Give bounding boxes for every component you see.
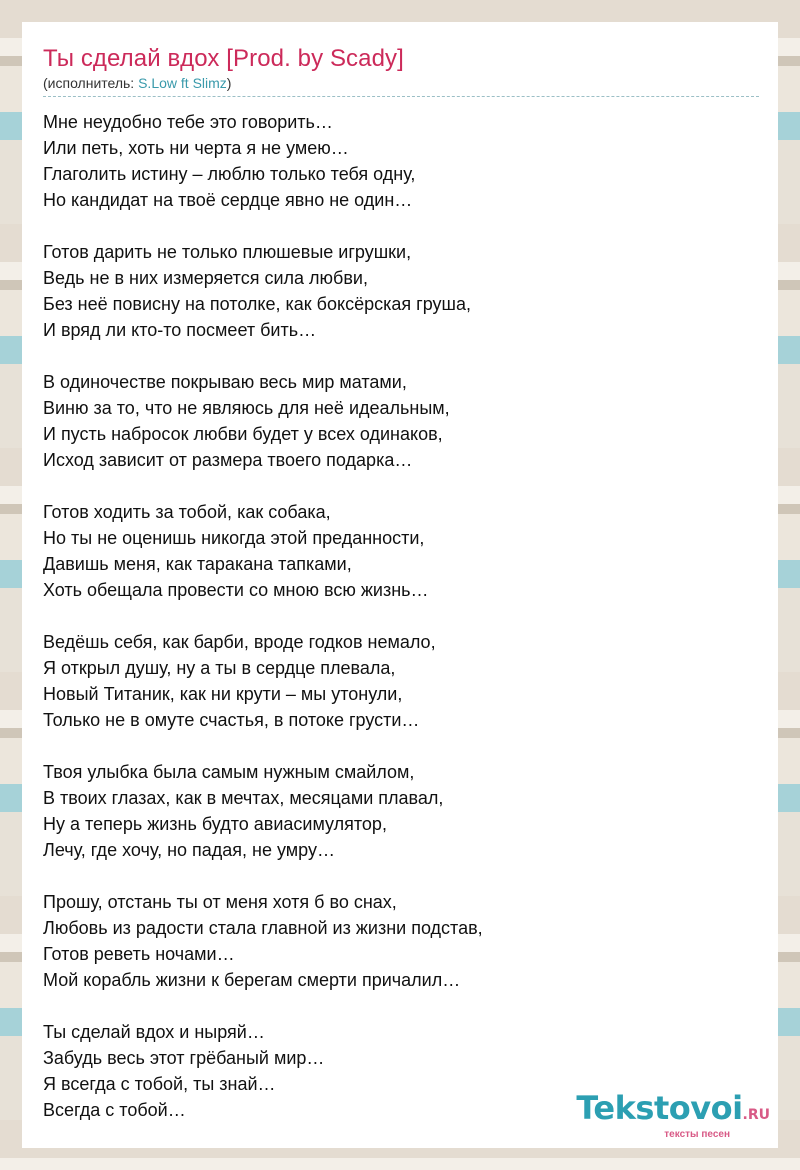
lyrics-body bbox=[43, 109, 758, 1123]
lyric-line: Виню за то, что не являюсь для неё идеальным, bbox=[43, 398, 450, 418]
stanza bbox=[43, 889, 758, 993]
lyric-line: Готов ходить за тобой, как собака, bbox=[43, 502, 331, 522]
artist-suffix: ) bbox=[226, 75, 232, 91]
song-title: Ты сделай вдох [Prod. by Scady] bbox=[43, 45, 404, 72]
stanza bbox=[43, 109, 758, 213]
lyric-line: В твоих глазах, как в мечтах, месяцами плавал, bbox=[43, 788, 444, 808]
stanza bbox=[43, 629, 758, 733]
lyric-line: Мне неудобно тебе это говорить… bbox=[43, 112, 333, 132]
lyric-line: Исход зависит от размера твоего подарка… bbox=[43, 450, 413, 470]
stanza bbox=[43, 369, 758, 473]
lyric-line: Или петь, хоть ни черта я не умею… bbox=[43, 138, 349, 158]
lyric-line: И вряд ли кто-то посмеет бить… bbox=[43, 320, 317, 340]
lyric-line: Но кандидат на твоё сердце явно не один… bbox=[43, 190, 413, 210]
logo-tld: .RU bbox=[742, 1107, 770, 1123]
site-logo[interactable] bbox=[576, 1089, 770, 1140]
logo-tagline: тексты песен bbox=[664, 1129, 730, 1140]
stanza bbox=[43, 239, 758, 343]
artist-prefix: (исполнитель: bbox=[43, 75, 139, 91]
lyric-line: Без неё повисну на потолке, как боксёрская груша, bbox=[43, 294, 471, 314]
lyric-line: Ведь не в них измеряется сила любви, bbox=[43, 268, 368, 288]
lyric-line: Я открыл душу, ну а ты в сердце плевала, bbox=[43, 658, 396, 678]
lyric-line: Глаголить истину – люблю только тебя одну, bbox=[43, 164, 416, 184]
lyric-line: И пусть набросок любви будет у всех одинаков, bbox=[43, 424, 443, 444]
lyric-line: Прошу, отстань ты от меня хотя б во снах, bbox=[43, 892, 397, 912]
lyric-line: Новый Титаник, как ни крути – мы утонули, bbox=[43, 684, 403, 704]
lyric-line: Любовь из радости стала главной из жизни подстав, bbox=[43, 918, 483, 938]
lyric-line: Ты сделай вдох и ныряй… bbox=[43, 1022, 265, 1042]
lyric-line: В одиночестве покрываю весь мир матами, bbox=[43, 372, 407, 392]
logo-name: Tekstovoi bbox=[576, 1089, 743, 1127]
lyrics-card bbox=[22, 22, 778, 1148]
logo-wordmark bbox=[576, 1089, 770, 1131]
stanza bbox=[43, 499, 758, 603]
lyric-line: Ведёшь себя, как барби, вроде годков немало, bbox=[43, 632, 436, 652]
lyric-line: Только не в омуте счастья, в потоке грусти… bbox=[43, 710, 420, 730]
lyric-line: Ну а теперь жизнь будто авиасимулятор, bbox=[43, 814, 387, 834]
lyric-line: Хоть обещала провести со мною всю жизнь… bbox=[43, 580, 429, 600]
stanza bbox=[43, 759, 758, 863]
lyric-line: Но ты не оценишь никогда этой преданности, bbox=[43, 528, 425, 548]
lyric-line: Всегда с тобой… bbox=[43, 1100, 186, 1120]
lyric-line: Лечу, где хочу, но падая, не умру… bbox=[43, 840, 335, 860]
lyric-line: Готов дарить не только плюшевые игрушки, bbox=[43, 242, 412, 262]
artist-link[interactable]: S.Low ft Slimz bbox=[138, 75, 227, 91]
artist-line bbox=[43, 74, 759, 97]
lyric-line: Я всегда с тобой, ты знай… bbox=[43, 1074, 276, 1094]
lyric-line: Забудь весь этот грёбаный мир… bbox=[43, 1048, 325, 1068]
lyric-line: Готов реветь ночами… bbox=[43, 944, 235, 964]
lyric-line: Твоя улыбка была самым нужным смайлом, bbox=[43, 762, 415, 782]
lyric-line: Мой корабль жизни к берегам смерти причалил… bbox=[43, 970, 461, 990]
lyric-line: Давишь меня, как таракана тапками, bbox=[43, 554, 352, 574]
